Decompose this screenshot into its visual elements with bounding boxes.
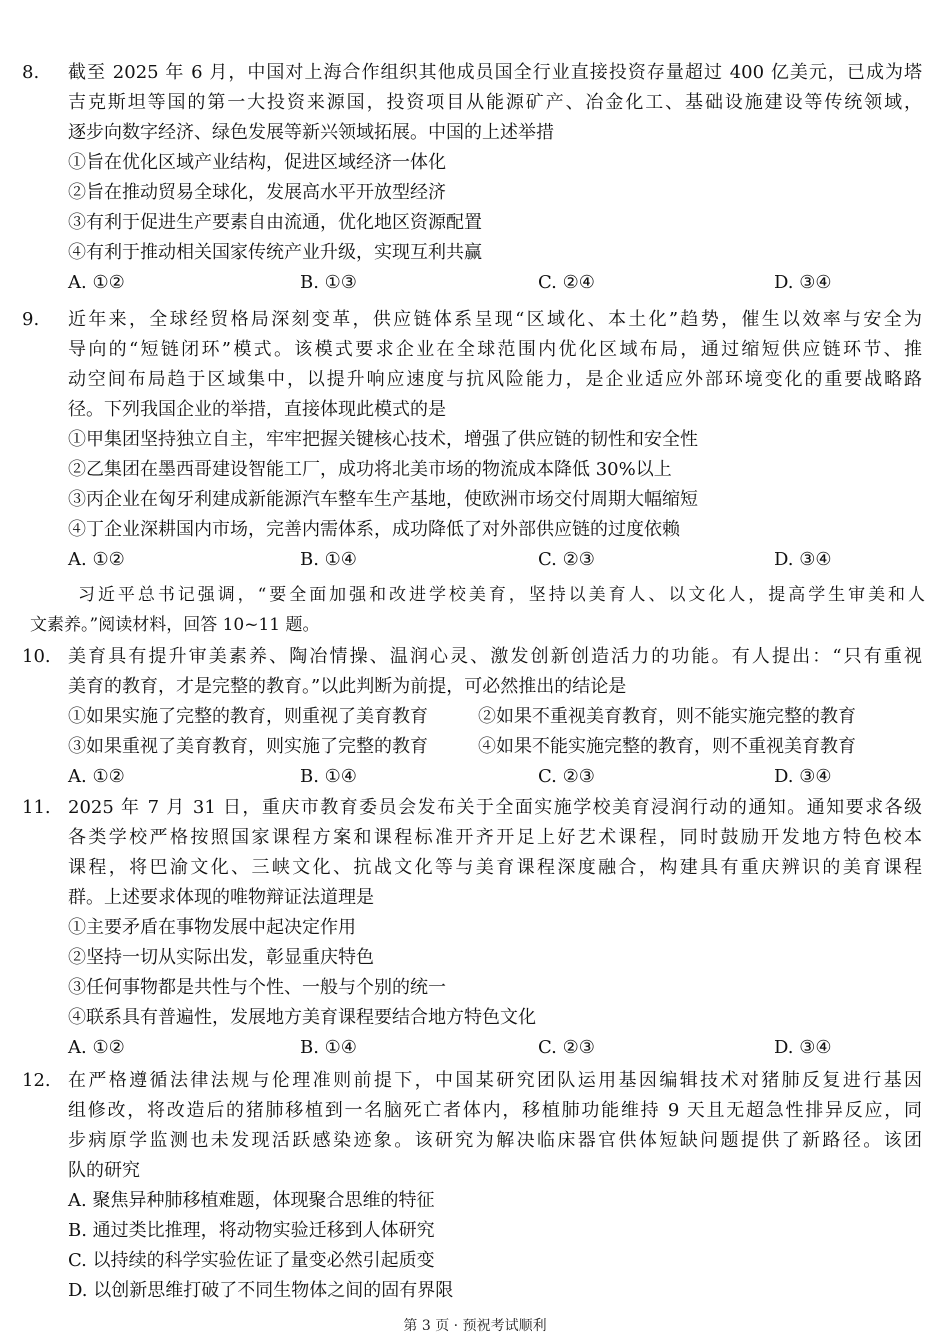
question-stem-line: 各类学校严格按照国家课程方案和课程标准开齐开足上好艺术课程，同时鼓励开发地方特色校本 <box>68 827 922 848</box>
option-a: A. ①② <box>68 1037 125 1058</box>
answer-options <box>22 1033 922 1063</box>
option-b: B. ①③ <box>300 272 357 293</box>
question-stem-line: 美育的教育，才是完整的教育。”以此判断为前提，可必然推出的结论是 <box>68 676 627 697</box>
statement-item: ②旨在推动贸易全球化，发展高水平开放型经济 <box>68 182 446 203</box>
question-stem-line: 吉克斯坦等国的第一大投资来源国，投资项目从能源矿产、冶金化工、基础设施建设等传统领域， <box>68 92 922 113</box>
question-stem-line: 近年来，全球经贸格局深刻变革，供应链体系呈现“区域化、本土化”趋势，催生以效率与安全为 <box>68 309 922 330</box>
option-d: D. ③④ <box>774 549 832 570</box>
question-stem-line: 课程，将巴渝文化、三峡文化、抗战文化等与美育课程深度融合，构建具有重庆辨识的美育课程 <box>68 857 922 878</box>
statement-item: ④如果不能实施完整的教育，则不重视美育教育 <box>478 736 856 757</box>
option-c: C. ②③ <box>538 1037 595 1058</box>
statement-item: ④丁企业深耕国内市场，完善内需体系，成功降低了对外部供应链的过度依赖 <box>68 519 680 540</box>
question-stem-line: 在严格遵循法律法规与伦理准则前提下，中国某研究团队运用基因编辑技术对猪肺反复进行基因 <box>68 1070 922 1091</box>
statement-item: ②乙集团在墨西哥建设智能工厂，成功将北美市场的物流成本降低 30%以上 <box>68 459 672 480</box>
option-c: C. ②④ <box>538 272 595 293</box>
option-d: D. ③④ <box>774 272 832 293</box>
option-d: D. ③④ <box>774 1037 832 1058</box>
option-d: D. ③④ <box>774 766 832 787</box>
question-11 <box>22 793 922 1063</box>
statement-item: ②坚持一切从实际出发，彰显重庆特色 <box>68 947 374 968</box>
statement-item: ③如果重视了美育教育，则实施了完整的教育 <box>68 736 428 757</box>
statement-item: ①主要矛盾在事物发展中起决定作用 <box>68 917 356 938</box>
question-stem-line: 动空间布局趋于区域集中，以提升响应速度与抗风险能力，是企业适应外部环境变化的重要战略路 <box>68 369 922 390</box>
question-stem-line: 导向的“短链闭环”模式。该模式要求企业在全球范围内优化区域布局，通过缩短供应链环节、推 <box>68 339 922 360</box>
answer-options <box>22 268 922 298</box>
question-stem-line: 逐步向数字经济、绿色发展等新兴领域拓展。中国的上述举措 <box>68 122 554 143</box>
statement-item: ③任何事物都是共性与个性、一般与个别的统一 <box>68 977 446 998</box>
statement-item: ④联系具有普遍性，发展地方美育课程要结合地方特色文化 <box>68 1007 536 1028</box>
question-stem-line: 径。下列我国企业的举措，直接体现此模式的是 <box>68 399 446 420</box>
option-a: A. ①② <box>68 766 125 787</box>
question-number: 8. <box>22 62 40 83</box>
question-9 <box>22 305 922 575</box>
statement-item: ①如果实施了完整的教育，则重视了美育教育 <box>68 706 428 727</box>
page-footer: 第 3 页 · 预祝考试顺利 <box>403 1318 547 1334</box>
option-d: D. 以创新思维打破了不同生物体之间的固有界限 <box>68 1280 454 1301</box>
option-b: B. ①④ <box>300 1037 357 1058</box>
option-b: B. ①④ <box>300 549 357 570</box>
statement-item: ②如果不重视美育教育，则不能实施完整的教育 <box>478 706 856 727</box>
statement-item: ③有利于促进生产要素自由流通，优化地区资源配置 <box>68 212 482 233</box>
statement-item: ③丙企业在匈牙利建成新能源汽车整车生产基地，使欧洲市场交付周期大幅缩短 <box>68 489 698 510</box>
answer-options <box>22 762 922 792</box>
question-stem-line: 2025 年 7 月 31 日，重庆市教育委员会发布关于全面实施学校美育浸润行动的通知。通知要求各级 <box>68 797 922 818</box>
question-stem-line: 美育具有提升审美素养、陶冶情操、温润心灵、激发创新创造活力的功能。有人提出：“只有重视 <box>68 646 922 667</box>
option-c: C. ②③ <box>538 766 595 787</box>
passage-line: 文素养。”阅读材料，回答 10~11 题。 <box>30 615 320 635</box>
option-a: A. 聚焦异种肺移植难题，体现聚合思维的特征 <box>68 1190 435 1211</box>
option-b: B. ①④ <box>300 766 357 787</box>
option-a: A. ①② <box>68 549 125 570</box>
answer-options <box>22 545 922 575</box>
option-c: C. 以持续的科学实验佐证了量变必然引起质变 <box>68 1250 435 1271</box>
passage-line: 习近平总书记强调，“要全面加强和改进学校美育，坚持以美育人、以文化人，提高学生审美和人 <box>78 585 925 605</box>
question-stem-line: 群。上述要求体现的唯物辩证法道理是 <box>68 887 374 908</box>
question-number: 9. <box>22 309 40 330</box>
question-number: 12. <box>22 1070 51 1091</box>
option-c: C. ②③ <box>538 549 595 570</box>
question-stem-line: 组修改，将改造后的猪肺移植到一名脑死亡者体内，移植肺功能维持 9 天且无超急性排异反应，同 <box>68 1100 922 1121</box>
question-number: 11. <box>22 797 51 818</box>
reading-passage <box>30 580 925 640</box>
question-stem-line: 队的研究 <box>68 1160 140 1181</box>
question-10 <box>22 642 922 792</box>
statement-item: ④有利于推动相关国家传统产业升级，实现互利共赢 <box>68 242 482 263</box>
question-stem-line: 截至 2025 年 6 月，中国对上海合作组织其他成员国全行业直接投资存量超过 400 亿美元，已成为塔 <box>68 62 922 83</box>
question-8 <box>22 58 922 298</box>
question-stem-line: 步病原学监测也未发现活跃感染迹象。该研究为解决临床器官供体短缺问题提供了新路径。该团 <box>68 1130 922 1151</box>
option-b: B. 通过类比推理，将动物实验迁移到人体研究 <box>68 1220 435 1241</box>
option-a: A. ①② <box>68 272 125 293</box>
statement-item: ①甲集团坚持独立自主，牢牢把握关键核心技术，增强了供应链的韧性和安全性 <box>68 429 698 450</box>
question-12 <box>22 1066 922 1306</box>
question-number: 10. <box>22 646 51 667</box>
statement-item: ①旨在优化区域产业结构，促进区域经济一体化 <box>68 152 446 173</box>
